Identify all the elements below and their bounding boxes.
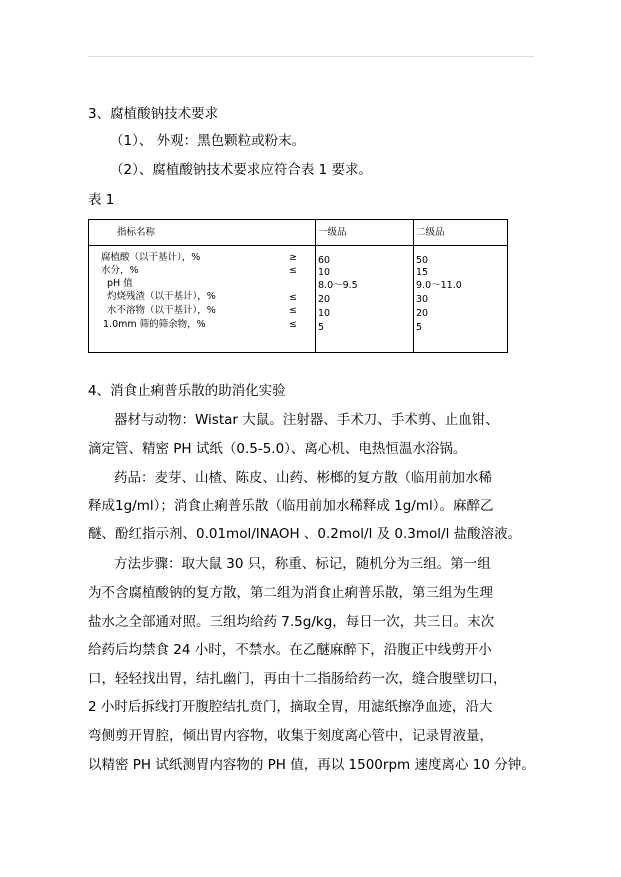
table-row-name: 腐植酸（以干基计），% [101,252,201,263]
table-column-divider [315,220,316,352]
table-column-divider [413,220,414,352]
table-row-operator: ≤ [289,265,297,276]
table-header-name: 指标名称 [117,227,156,238]
table-row-first-grade: 10 [318,267,331,278]
body-paragraph-line: 2 小时后拆线打开腹腔结扎贲门，摘取全胃，用滤纸擦净血迹，沿大 [88,699,493,715]
table-row-operator: ≤ [289,319,297,330]
table-row-first-grade: 20 [318,294,331,305]
table-row-second-grade: 50 [416,255,429,266]
body-paragraph-line: 方法步骤：取大鼠 30 只，称重、标记，随机分为三组。第一组 [114,556,491,572]
table-row-second-grade: 9.0～11.0 [416,280,462,291]
header-rule [88,56,534,57]
appearance-requirement: （1）、 外观：黑色颗粒或粉末。 [110,133,306,149]
table-row-second-grade: 20 [416,308,429,319]
body-paragraph-line: 滴定管、精密 PH 试纸（0.5-5.0）、离心机、电热恒温水浴锅。 [88,441,467,457]
body-paragraph-line: 为不含腐植酸钠的复方散，第二组为消食止痢普乐散，第三组为生理 [88,585,493,601]
body-paragraph-line: 醚、酚红指示剂、0.01mol/INAOH 、0.2mol/l 及 0.3mol/l 盐酸溶液。 [88,526,522,542]
table-row-operator: ≥ [289,252,297,263]
body-paragraph-line: 以精密 PH 试纸测胃内容物的 PH 值，再以 1500rpm 速度离心 10 分钟。 [88,757,535,773]
table-row-name: pH 值 [107,278,133,289]
section-3-heading: 3、腐植酸钠技术要求 [88,106,219,122]
body-paragraph-line: 释成1g/ml）；消食止痢普乐散（临用前加水稀释成 1g/ml）。麻醉乙 [88,498,494,514]
body-paragraph-line: 药品：麦芽、山楂、陈皮、山药、彬榔的复方散（临用前加水稀 [114,470,492,486]
table-row-second-grade: 30 [416,294,429,305]
table-header-first-grade: 一级品 [318,227,347,238]
table-header-divider [89,245,507,246]
body-paragraph-line: 给药后均禁食 24 小时，不禁水。在乙醚麻醉下，沿腹正中线剪开小 [88,642,492,658]
table-row-first-grade: 60 [318,255,331,266]
table-row-name: 水不溶物（以干基计），% [107,305,216,316]
table-row-first-grade: 5 [318,322,325,333]
table-row-first-grade: 8.0～9.5 [318,280,358,291]
table-caption: 表 1 [88,192,115,208]
body-paragraph-line: 器材与动物：Wistar 大鼠。注射器、手术刀、手术剪、止血钳、 [114,412,499,428]
body-paragraph-line: 盐水之全部通对照。三组均给药 7.5g/kg，每日一次，共三日。末次 [88,614,495,630]
section-4-heading: 4、消食止痢普乐散的助消化实验 [88,383,286,399]
spec-requirement: （2）、腐植酸钠技术要求应符合表 1 要求。 [110,162,373,178]
table-header-second-grade: 二级品 [416,227,445,238]
table-row-name: 水分，% [101,265,139,276]
table-row-first-grade: 10 [318,308,331,319]
table-row-operator: ≤ [289,292,297,303]
table-row-second-grade: 15 [416,267,429,278]
table-row-second-grade: 5 [416,322,423,333]
table-row-operator: ≤ [289,305,297,316]
body-paragraph-line: 弯侧剪开胃腔，倾出胃内容物，收集于刻度离心管中，记录胃液量， [88,728,493,744]
table-row-name: 1.0mm 筛的筛余物，% [103,319,206,330]
body-paragraph-line: 口，轻轻找出胃，结扎幽门，再由十二指肠给药一次，缝合腹壁切口， [88,671,507,687]
table-row-name: 灼烧残渣（以干基计），% [107,291,216,302]
spec-table [88,219,508,353]
